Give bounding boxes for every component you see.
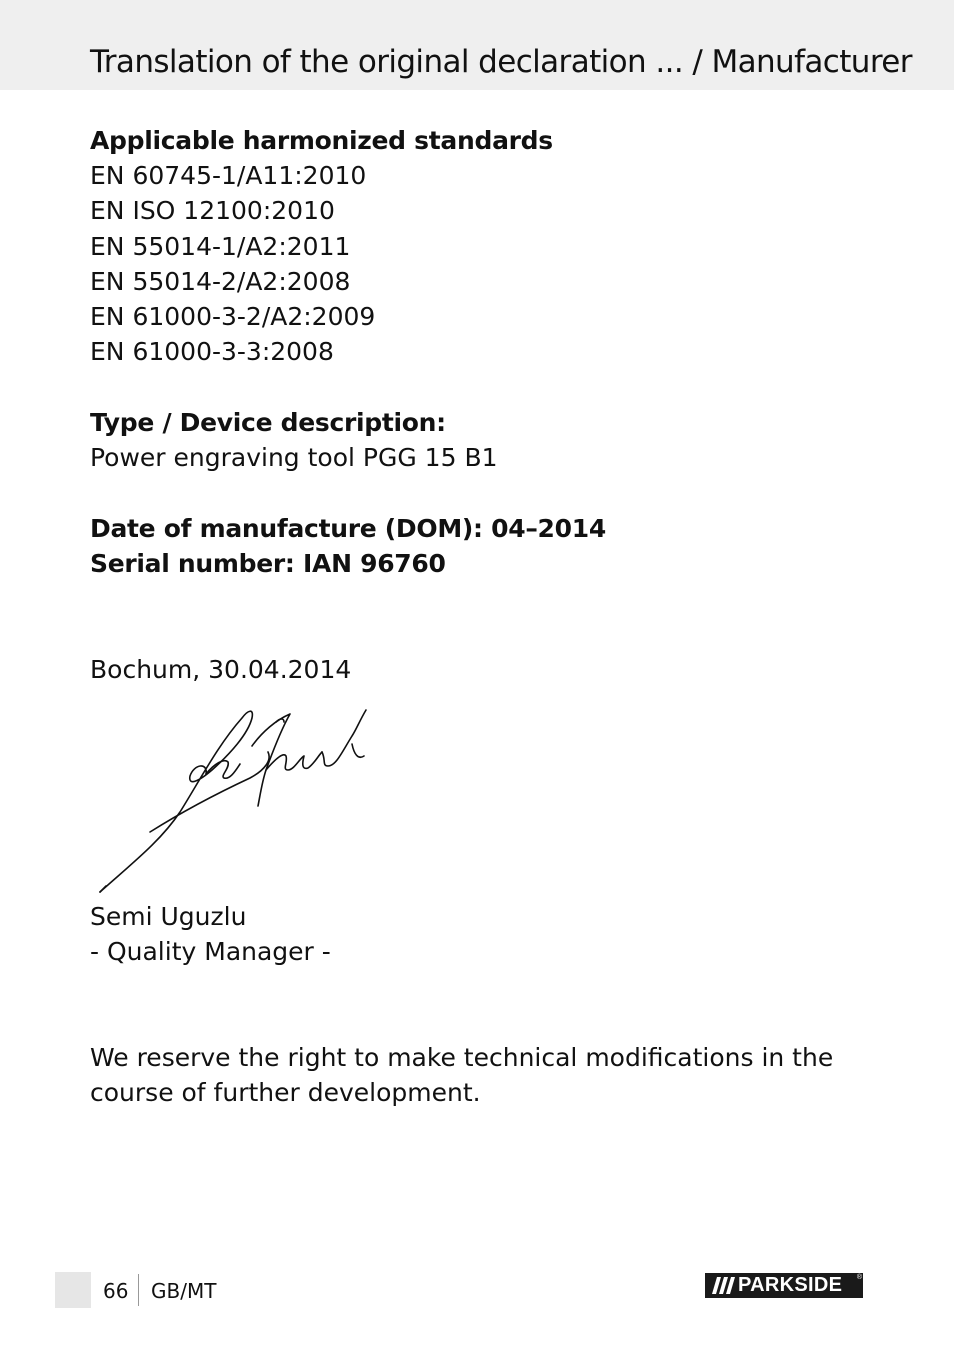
device-description: Power engraving tool PGG 15 B1 [90,443,498,472]
manufacture-date: Date of manufacture (DOM): 04–2014 [90,514,606,543]
signatory-name: Semi Uguzlu [90,902,247,931]
signatory-role: - Quality Manager - [90,937,331,966]
standard-item: EN ISO 12100:2010 [90,196,335,225]
standard-item: EN 55014-1/A2:2011 [90,232,351,261]
country-code: GB/MT [151,1279,217,1303]
page-number: 66 [103,1279,129,1303]
device-heading: Type / Device description: [90,408,446,437]
standards-heading: Applicable harmonized standards [90,126,553,155]
registered-mark: ® [856,1274,862,1281]
place-and-date: Bochum, 30.04.2014 [90,655,352,684]
standard-item: EN 60745-1/A11:2010 [90,161,367,190]
standard-item: EN 61000-3-3:2008 [90,337,334,366]
standard-item: EN 61000-3-2/A2:2009 [90,302,376,331]
header-band [0,0,954,90]
modification-notice: We reserve the right to make technical modifications in the course of further development. [90,1043,834,1107]
page-title: Translation of the original declaration ... / Manufacturer [90,44,912,80]
footer-marker [55,1272,91,1308]
footer-divider [138,1274,139,1306]
logo-slashes-icon [708,1273,738,1298]
serial-number: Serial number: IAN 96760 [90,549,446,578]
handwritten-signature-icon [90,700,380,900]
brand-name: PARKSIDE [738,1274,843,1296]
standard-item: EN 55014-2/A2:2008 [90,267,351,296]
parkside-logo-icon [705,1273,863,1298]
